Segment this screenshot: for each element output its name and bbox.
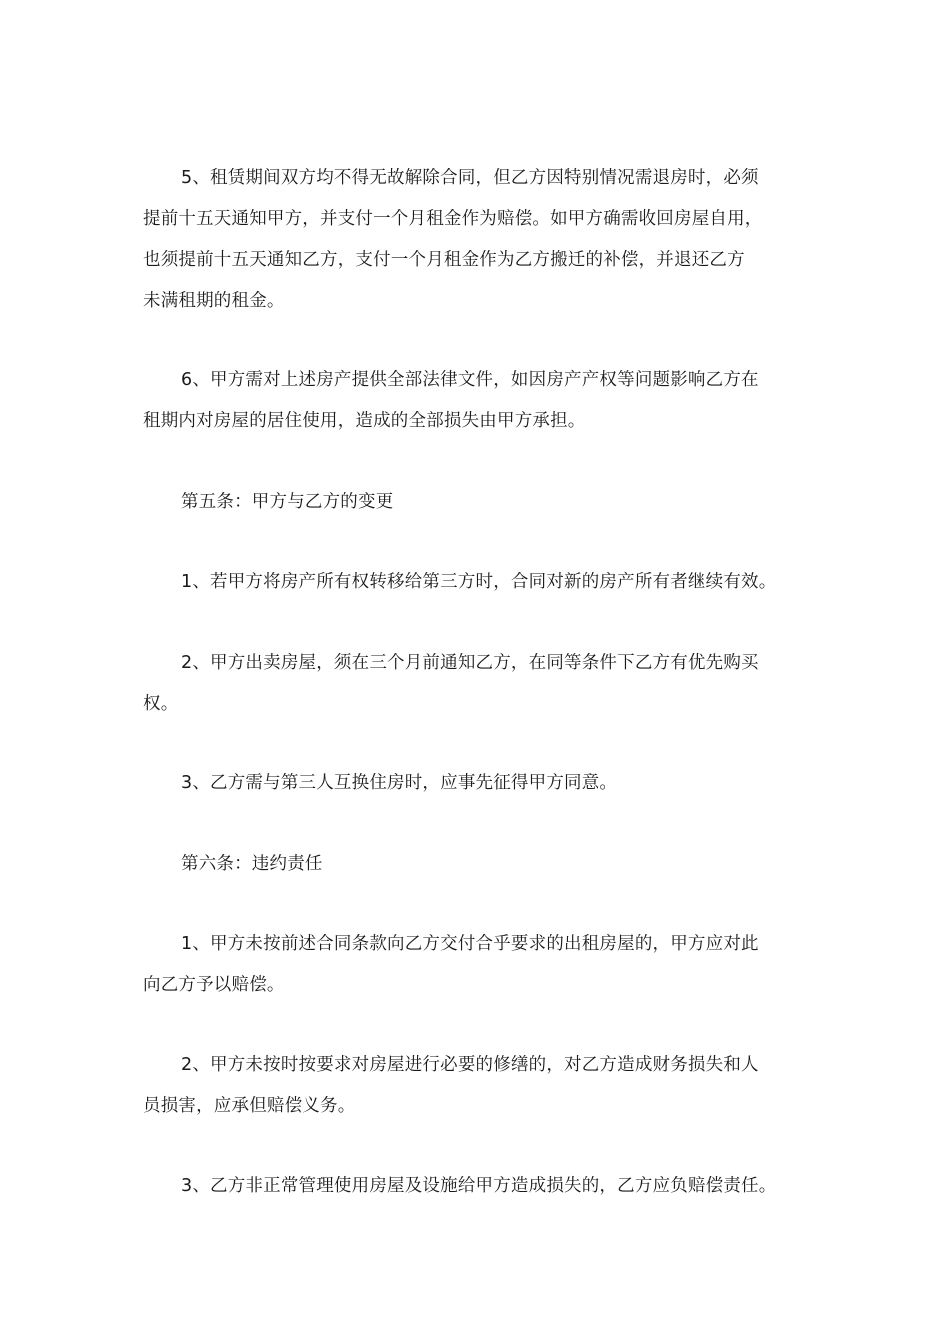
text-line: 也须提前十五天通知乙方，支付一个月租金作为乙方搬迁的补偿，并退还乙方 <box>143 250 745 270</box>
section-5-item-1 <box>143 562 823 603</box>
text-line: 1、甲方未按前述合同条款向乙方交付合乎要求的出租房屋的，甲方应对此 <box>181 934 759 954</box>
text-line: 5、租赁期间双方均不得无故解除合同，但乙方因特别情况需退房时，必须 <box>181 168 759 188</box>
text-line: 权。 <box>143 694 179 714</box>
text-line: 2、甲方未按时按要求对房屋进行必要的修缮的，对乙方造成财务损失和人 <box>181 1055 759 1075</box>
section-5-item-3 <box>143 763 823 804</box>
section-6-item-1 <box>143 924 823 1006</box>
section-heading: 第六条：违约责任 <box>181 854 323 874</box>
clause-5-paragraph <box>143 158 823 322</box>
section-6-item-3 <box>143 1166 823 1207</box>
section-5-item-2 <box>143 643 823 725</box>
text-line: 未满租期的租金。 <box>143 291 285 311</box>
text-line: 员损害，应承但赔偿义务。 <box>143 1096 356 1116</box>
section-6-item-2 <box>143 1045 823 1127</box>
text-line: 租期内对房屋的居住使用，造成的全部损失由甲方承担。 <box>143 411 586 431</box>
text-line: 3、乙方需与第三人互换住房时，应事先征得甲方同意。 <box>181 773 618 793</box>
section-5-heading <box>143 482 823 523</box>
text-line: 3、乙方非正常管理使用房屋及设施给甲方造成损失的，乙方应负赔偿责任。 <box>181 1176 777 1196</box>
text-line: 6、甲方需对上述房产提供全部法律文件，如因房产产权等问题影响乙方在 <box>181 370 759 390</box>
section-6-heading <box>143 844 823 885</box>
text-line: 提前十五天通知甲方，并支付一个月租金作为赔偿。如甲方确需收回房屋自用， <box>143 209 763 229</box>
section-heading: 第五条：甲方与乙方的变更 <box>181 492 394 512</box>
clause-6-paragraph <box>143 360 823 442</box>
text-line: 向乙方予以赔偿。 <box>143 975 285 995</box>
text-line: 1、若甲方将房产所有权转移给第三方时，合同对新的房产所有者继续有效。 <box>181 572 777 592</box>
text-line: 2、甲方出卖房屋，须在三个月前通知乙方，在同等条件下乙方有优先购买 <box>181 653 759 673</box>
